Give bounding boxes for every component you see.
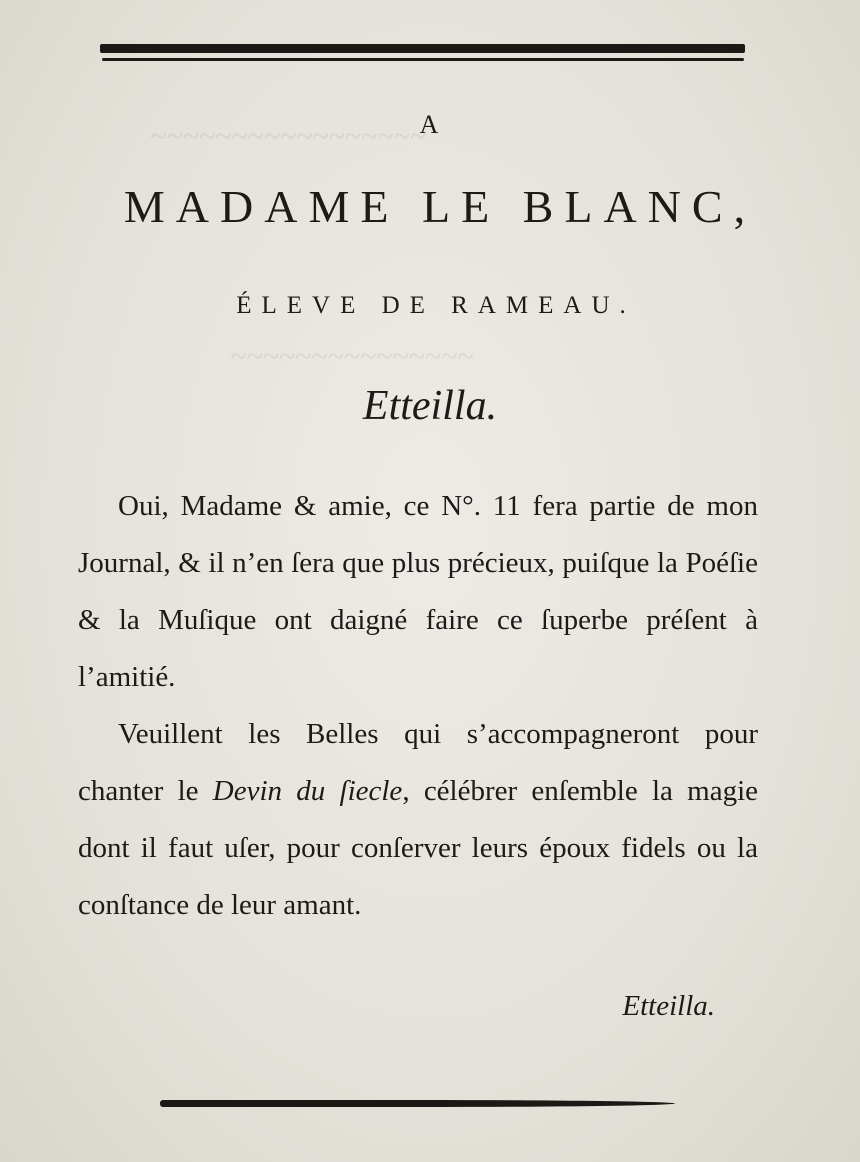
dedication-prefix: A (419, 110, 441, 139)
page-subtitle: ÉLEVE DE RAMEAU. (236, 292, 636, 319)
letter-body (78, 478, 758, 934)
paragraph-2 (78, 706, 758, 934)
paragraph-1: Oui, Madame & amie, ce N°. 11 fera partie de mon Journal, & il n’en ſera que plus précieux, puiſque la Poéſie & la Muſique ont daigné faire ce ſuperbe préſent à l’amitié. (78, 490, 758, 693)
bottom-rule (160, 1100, 675, 1107)
work-title: Devin du ſiecle (212, 775, 403, 807)
page-title: MADAME LE BLANC, (123, 181, 757, 232)
paragraph-2-end: , célébrer enſemble la magie dont il faut uſer, pour conſerver leurs époux fidels ou la conſtance de leur amant. (78, 775, 759, 921)
bleed-through: ~~~~~~~~~~~~~~~~~ (150, 120, 426, 153)
signature: Etteilla. (622, 990, 715, 1022)
author-heading: Etteilla. (362, 383, 498, 429)
paragraph-2-start: Veuillent les Belles qui s’accompagneront pour chanter le (78, 718, 758, 807)
bleed-through: ~~~~~~~~~~~~~~~ (230, 340, 474, 373)
top-rule-thick (100, 44, 745, 53)
top-rule-thin (102, 58, 744, 61)
